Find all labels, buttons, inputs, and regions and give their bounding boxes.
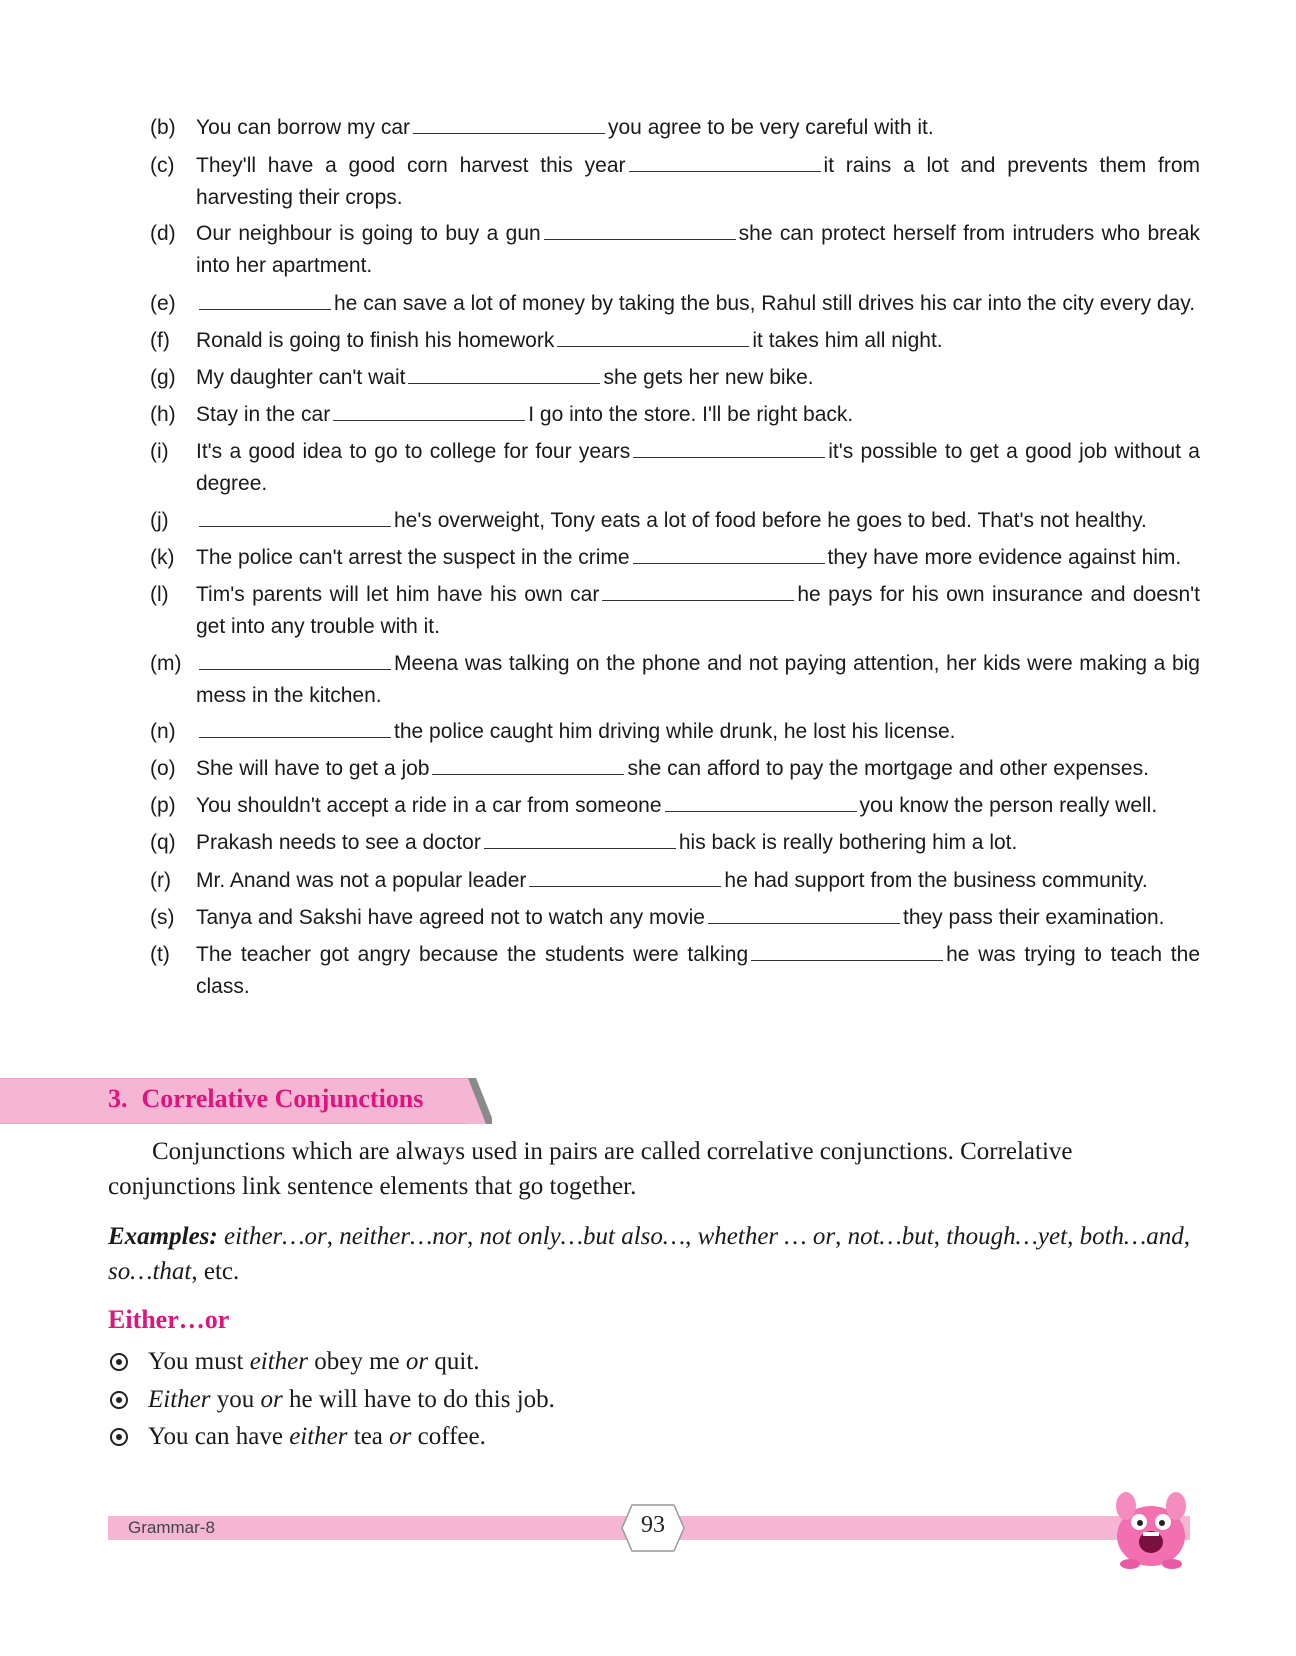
item-label: (n) xyxy=(150,720,176,743)
page-number: 93 xyxy=(641,1512,665,1538)
sentence-start: The police can't arrest the suspect in the crime xyxy=(196,546,630,569)
sentence-start: Stay in the car xyxy=(196,403,331,426)
sentence-end: they have more evidence against him. xyxy=(827,546,1182,569)
bullet-circle-icon xyxy=(110,1353,128,1371)
answer-blank[interactable] xyxy=(413,113,605,134)
conjunction-word: or xyxy=(260,1386,283,1413)
example-separator: , xyxy=(1183,1223,1190,1250)
sentence-start: You can borrow my car xyxy=(196,116,410,139)
exercise-item xyxy=(150,579,1200,643)
example-separator: , xyxy=(467,1223,480,1250)
sentence-end: she gets her new bike. xyxy=(603,366,814,389)
item-label: (q) xyxy=(150,831,176,854)
sentence-end: they pass their examination. xyxy=(902,906,1165,929)
example-pair: not only…but also… xyxy=(479,1223,686,1250)
item-label: (s) xyxy=(150,906,175,929)
section-title: Correlative Conjunctions xyxy=(141,1084,424,1113)
sentence-end: she can protect herself from intruders who break into her apartment. xyxy=(196,222,1200,277)
sentence-end: he pays for his own insurance and doesn't get into any trouble with it. xyxy=(196,583,1200,638)
exercise-item xyxy=(150,902,1200,934)
sentence-start: You shouldn't accept a ride in a car from someone xyxy=(196,794,662,817)
example-separator: , etc. xyxy=(191,1258,240,1285)
item-sentence xyxy=(196,753,1200,785)
bullet-circle-icon xyxy=(110,1391,128,1409)
answer-blank[interactable] xyxy=(529,866,721,887)
sentence-start: It's a good idea to go to college for four years xyxy=(196,440,631,463)
sentence-fragment: You must xyxy=(148,1348,250,1375)
sentence-start: Tanya and Sakshi have agreed not to watch any movie xyxy=(196,906,705,929)
answer-blank[interactable] xyxy=(633,543,825,564)
item-label: (c) xyxy=(150,154,175,177)
exercise-item xyxy=(150,939,1200,1003)
item-label: (r) xyxy=(150,869,171,892)
sentence-fragment: you xyxy=(210,1386,261,1413)
example-sentence xyxy=(110,1383,1110,1417)
exercise-item xyxy=(150,112,1200,144)
answer-blank[interactable] xyxy=(544,219,736,240)
item-label: (t) xyxy=(150,943,170,966)
example-pair: whether … or xyxy=(697,1223,836,1250)
sentence-start: The teacher got angry because the students were talking xyxy=(196,943,749,966)
answer-blank[interactable] xyxy=(199,649,391,670)
item-sentence xyxy=(196,542,1200,574)
answer-blank[interactable] xyxy=(199,717,391,738)
example-pair: so…that xyxy=(108,1258,192,1285)
intro-paragraph: Conjunctions which are always used in pairs are called correlative conjunctions. Correlative conjunctions link sentence elements that go together. xyxy=(108,1138,1073,1200)
answer-blank[interactable] xyxy=(199,289,331,310)
item-sentence xyxy=(196,648,1200,712)
item-label: (g) xyxy=(150,366,176,389)
sentence-end: it takes him all night. xyxy=(752,329,943,352)
sentence-end: Meena was talking on the phone and not paying attention, her kids were making a big mess in the kitchen. xyxy=(196,652,1200,707)
exercise-item xyxy=(150,790,1200,822)
sentence-end: his back is really bothering him a lot. xyxy=(678,831,1018,854)
item-sentence xyxy=(196,112,1200,144)
sentence-start: Mr. Anand was not a popular leader xyxy=(196,869,527,892)
item-label: (k) xyxy=(150,546,175,569)
sentence-end: he was trying to teach the class. xyxy=(196,943,1200,998)
item-sentence xyxy=(196,579,1200,643)
example-pair: either…or xyxy=(223,1223,327,1250)
item-label: (b) xyxy=(150,116,176,139)
item-sentence xyxy=(196,436,1200,500)
example-pair: both…and xyxy=(1079,1223,1184,1250)
answer-blank[interactable] xyxy=(432,754,624,775)
exercise-item xyxy=(150,827,1200,859)
sentence-fragment: tea xyxy=(347,1423,390,1450)
answer-blank[interactable] xyxy=(557,326,749,347)
conjunction-word: either xyxy=(289,1423,348,1450)
conjunction-word: or xyxy=(389,1423,412,1450)
section-header-cap xyxy=(466,1078,492,1124)
item-sentence xyxy=(196,362,1200,394)
item-label: (o) xyxy=(150,757,176,780)
sentence-start: Prakash needs to see a doctor xyxy=(196,831,481,854)
sentence-fragment: he will have to do this job. xyxy=(282,1386,555,1413)
answer-blank[interactable] xyxy=(602,580,794,601)
sentence-start: They'll have a good corn harvest this year xyxy=(196,154,626,177)
sentence-start: Tim's parents will let him have his own car xyxy=(196,583,600,606)
sentence-fragment: coffee. xyxy=(411,1423,486,1450)
exercise-item xyxy=(150,865,1200,897)
item-label: (l) xyxy=(150,583,169,606)
item-sentence xyxy=(196,902,1200,934)
exercise-item xyxy=(150,716,1200,748)
sentence-end: the police caught him driving while drunk, he lost his license. xyxy=(394,720,956,743)
sentence-end: you agree to be very careful with it. xyxy=(608,116,934,139)
item-label: (f) xyxy=(150,329,170,352)
answer-blank[interactable] xyxy=(199,506,391,527)
exercise-item xyxy=(150,505,1200,537)
item-label: (i) xyxy=(150,440,169,463)
item-label: (e) xyxy=(150,292,176,315)
answer-blank[interactable] xyxy=(751,940,943,961)
answer-blank[interactable] xyxy=(484,828,676,849)
sentence-start: Our neighbour is going to buy a gun xyxy=(196,222,541,245)
conjunction-word: either xyxy=(249,1348,309,1375)
bullet-circle-icon xyxy=(110,1428,128,1446)
exercise-item xyxy=(150,648,1200,712)
sentence-end: she can afford to pay the mortgage and other expenses. xyxy=(627,757,1149,780)
sentence-end: it rains a lot and prevents them from harvesting their crops. xyxy=(196,154,1200,209)
example-separator: , xyxy=(933,1223,947,1250)
item-sentence xyxy=(196,939,1200,1003)
item-sentence xyxy=(196,790,1200,822)
section-number: 3. xyxy=(108,1084,128,1113)
item-sentence xyxy=(196,716,1200,748)
sentence-end: you know the person really well. xyxy=(859,794,1158,817)
exercise-item xyxy=(150,753,1200,785)
answer-blank[interactable] xyxy=(665,791,857,812)
sentence-end: he can save a lot of money by taking the bus, Rahul still drives his car into the city every day. xyxy=(334,292,1196,315)
examples-list xyxy=(108,1223,1190,1285)
example-separator: , xyxy=(685,1223,698,1250)
sentence-start: Ronald is going to finish his homework xyxy=(196,329,555,352)
item-sentence xyxy=(196,150,1200,214)
conjunction-word: Either xyxy=(148,1386,211,1413)
subheading-either-or: Either…or xyxy=(108,1305,230,1334)
exercise-item xyxy=(150,325,1200,357)
example-pair: neither…nor xyxy=(339,1223,468,1250)
example-separator: , xyxy=(1067,1223,1080,1250)
exercise-item xyxy=(150,218,1200,282)
conjunction-word: or xyxy=(405,1348,429,1375)
answer-blank[interactable] xyxy=(633,437,825,458)
item-sentence xyxy=(196,505,1200,537)
section-heading xyxy=(108,1084,423,1114)
exercise-item xyxy=(150,362,1200,394)
sentence-fragment: obey me xyxy=(308,1348,406,1375)
item-label: (j) xyxy=(150,509,169,532)
sentence-text xyxy=(148,1345,480,1379)
item-sentence xyxy=(196,865,1200,897)
answer-blank[interactable] xyxy=(629,151,821,172)
example-pair: not…but xyxy=(847,1223,934,1250)
sentence-fragment: quit. xyxy=(428,1348,480,1375)
example-pair: though…yet xyxy=(946,1223,1068,1250)
sentence-end: he had support from the business community. xyxy=(724,869,1148,892)
exercise-item xyxy=(150,436,1200,500)
sentence-fragment: You can have xyxy=(148,1423,290,1450)
item-label: (p) xyxy=(150,794,176,817)
sentence-end: he's overweight, Tony eats a lot of food before he goes to bed. That's not healthy. xyxy=(394,509,1147,532)
sentence-start: My daughter can't wait xyxy=(196,366,406,389)
answer-blank[interactable] xyxy=(408,363,600,384)
examples-label: Examples: xyxy=(108,1223,218,1250)
example-sentence xyxy=(110,1345,1110,1379)
item-label: (h) xyxy=(150,403,176,426)
answer-blank[interactable] xyxy=(333,400,525,421)
sentence-start: She will have to get a job xyxy=(196,757,430,780)
item-sentence xyxy=(196,827,1200,859)
item-label: (d) xyxy=(150,222,176,245)
exercise-item xyxy=(150,288,1200,320)
answer-blank[interactable] xyxy=(708,903,900,924)
footer-book-title: Grammar-8 xyxy=(128,1518,215,1537)
item-sentence xyxy=(196,288,1200,320)
pink-monster-mascot-icon xyxy=(1106,1486,1196,1572)
sentence-end: I go into the store. I'll be right back. xyxy=(528,403,854,426)
item-sentence xyxy=(196,325,1200,357)
sentence-end: it's possible to get a good job without a degree. xyxy=(196,440,1200,495)
exercise-item xyxy=(150,542,1200,574)
exercise-item xyxy=(150,150,1200,214)
item-sentence xyxy=(196,218,1200,282)
item-sentence xyxy=(196,399,1200,431)
example-separator: , xyxy=(835,1223,848,1250)
example-sentence xyxy=(110,1420,1110,1454)
sentence-text xyxy=(148,1383,555,1417)
sentence-text xyxy=(148,1420,486,1454)
item-label: (m) xyxy=(150,652,182,675)
exercise-item xyxy=(150,399,1200,431)
example-separator: , xyxy=(326,1223,340,1250)
examples-paragraph xyxy=(108,1219,1198,1289)
